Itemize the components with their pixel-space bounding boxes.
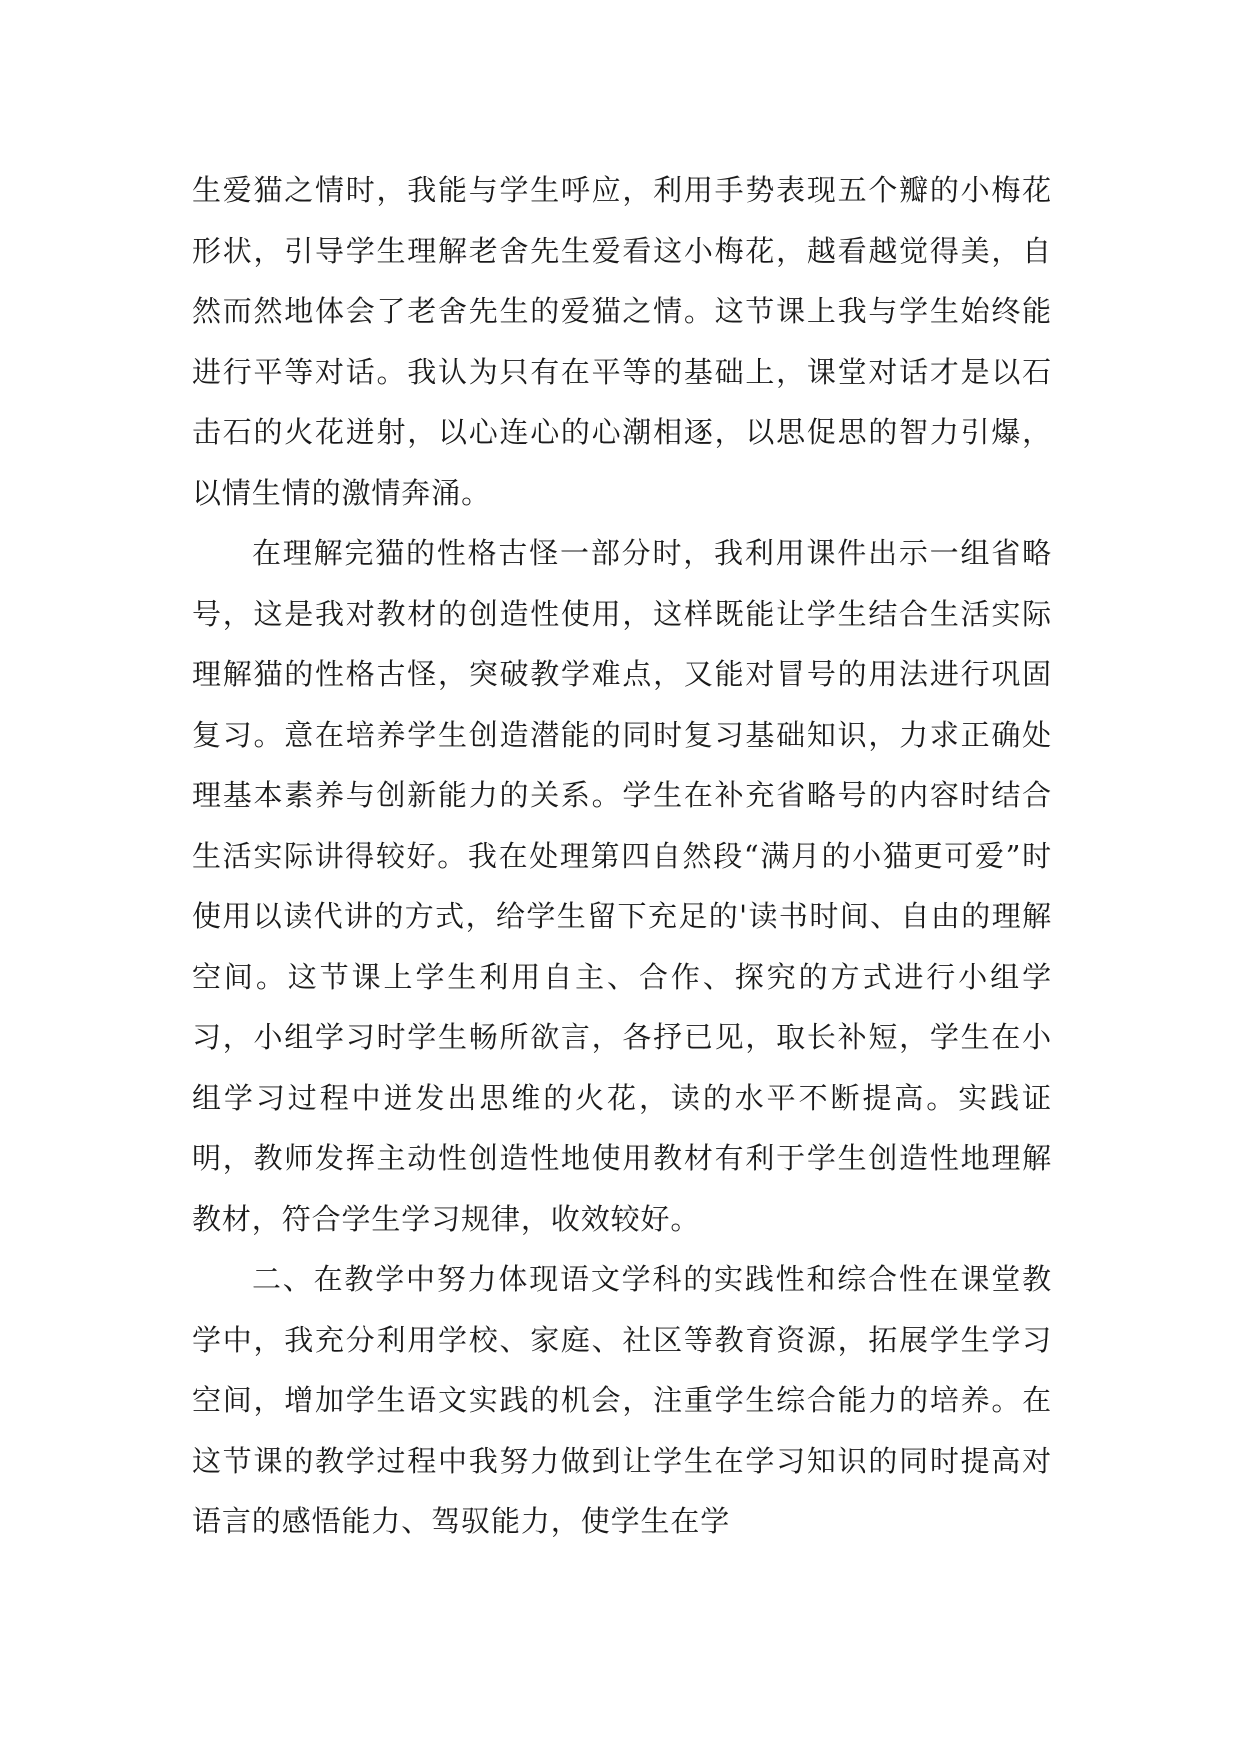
paragraph-1: 生爱猫之情时，我能与学生呼应，利用手势表现五个瓣的小梅花形状，引导学生理解老舍先生爱看这小梅花，越看越觉得美，自然而然地体会了老舍先生的爱猫之情。这节课上我与学生始终能进行平等对话。我认为只有在平等的基础上，课堂对话才是以石击石的火花迸射，以心连心的心潮相逐，以思促思的智力引爆，以情生情的激情奔涌。 — [192, 173, 1052, 510]
paragraph-3: 二、在教学中努力体现语文学科的实践性和综合性在课堂教学中，我充分利用学校、家庭、社区等教育资源，拓展学生学习空间，增加学生语文实践的机会，注重学生综合能力的培养。在这节课的教学过程中我努力做到让学生在学习知识的同时提高对语言的感悟能力、驾驭能力，使学生在学 — [192, 1262, 1052, 1538]
body-text — [192, 160, 1052, 1552]
paragraph-2: 在理解完猫的性格古怪一部分时，我利用课件出示一组省略号，这是我对教材的创造性使用，这样既能让学生结合生活实际理解猫的性格古怪，突破教学难点，又能对冒号的用法进行巩固复习。意在培养学生创造潜能的同时复习基础知识，力求正确处理基本素养与创新能力的关系。学生在补充省略号的内容时结合生活实际讲得较好。我在处理第四自然段“满月的小猫更可爱”时使用以读代讲的方式，给学生留下充足的'读书时间、自由的理解空间。这节课上学生利用自主、合作、探究的方式进行小组学习，小组学习时学生畅所欲言，各抒已见，取长补短，学生在小组学习过程中迸发出思维的火花，读的水平不断提高。实践证明，教师发挥主动性创造性地使用教材有利于学生创造性地理解教材，符合学生学习规律，收效较好。 — [192, 536, 1052, 1236]
